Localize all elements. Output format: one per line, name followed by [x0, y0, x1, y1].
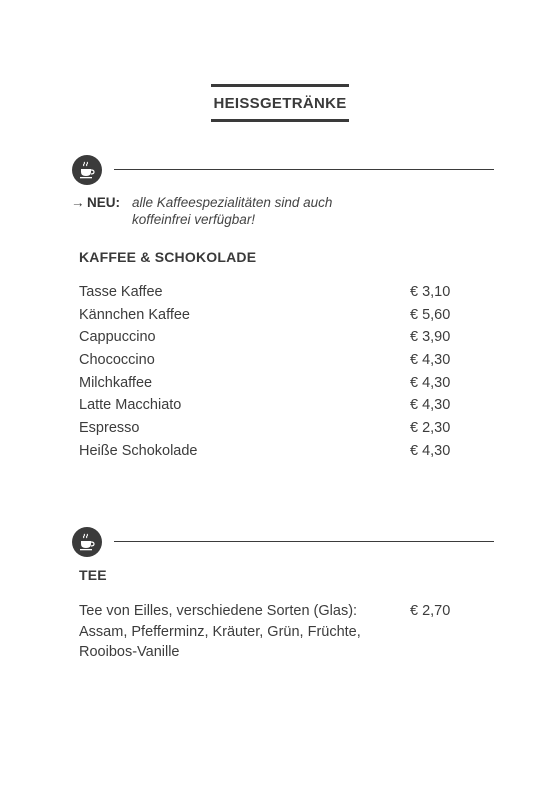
- item-price: € 4,30: [410, 352, 451, 369]
- list-item: [79, 443, 479, 466]
- section-heading-tee: TEE: [79, 567, 107, 583]
- item-price: € 2,30: [410, 420, 451, 437]
- item-name: Heiße Schokolade: [79, 442, 198, 459]
- list-item: [79, 397, 479, 420]
- item-price: € 2,70: [410, 603, 451, 619]
- list-item: [79, 375, 479, 398]
- list-item: [79, 352, 479, 375]
- notice-text: alle Kaffeespezialitäten sind auch koffeinfrei verfügbar!: [132, 195, 333, 227]
- item-name: Espresso: [79, 420, 140, 437]
- item-name: Milchkaffee: [79, 374, 153, 391]
- arrow-icon: →: [71, 195, 85, 210]
- item-price: € 4,30: [410, 374, 451, 391]
- tee-item: [79, 601, 479, 663]
- item-name: Kännchen Kaffee: [79, 306, 190, 323]
- item-name: Tasse Kaffee: [79, 284, 163, 300]
- item-price: € 5,60: [410, 306, 451, 323]
- item-price: € 4,30: [410, 442, 451, 459]
- list-item: [79, 284, 479, 307]
- item-name: Chococcino: [79, 352, 155, 369]
- coffee-cup-icon: [72, 155, 102, 185]
- divider-line: [114, 541, 494, 542]
- item-name: Latte Macchiato: [79, 397, 182, 414]
- divider-line: [114, 169, 494, 170]
- notice-label: NEU:: [87, 195, 120, 210]
- list-item: [79, 420, 479, 443]
- item-name: Cappuccino: [79, 329, 156, 346]
- coffee-items-list: [79, 284, 479, 466]
- item-price: € 4,30: [410, 397, 451, 414]
- list-item: [79, 329, 479, 352]
- page-title: HEISSGETRÄNKE: [211, 84, 348, 122]
- section-divider-coffee: [72, 155, 494, 185]
- section-divider-tee: [72, 527, 494, 557]
- section-heading-kaffee: KAFFEE & SCHOKOLADE: [79, 249, 257, 265]
- item-name: Tee von Eilles, verschiedene Sorten (Glas): Assam, Pfefferminz, Kräuter, Grün, Früchte, Rooibos-Vanille: [79, 603, 361, 660]
- item-price: € 3,10: [410, 284, 451, 300]
- coffee-cup-icon: [72, 527, 102, 557]
- item-price: € 3,90: [410, 329, 451, 346]
- title-wrap: [0, 84, 560, 122]
- list-item: [79, 307, 479, 330]
